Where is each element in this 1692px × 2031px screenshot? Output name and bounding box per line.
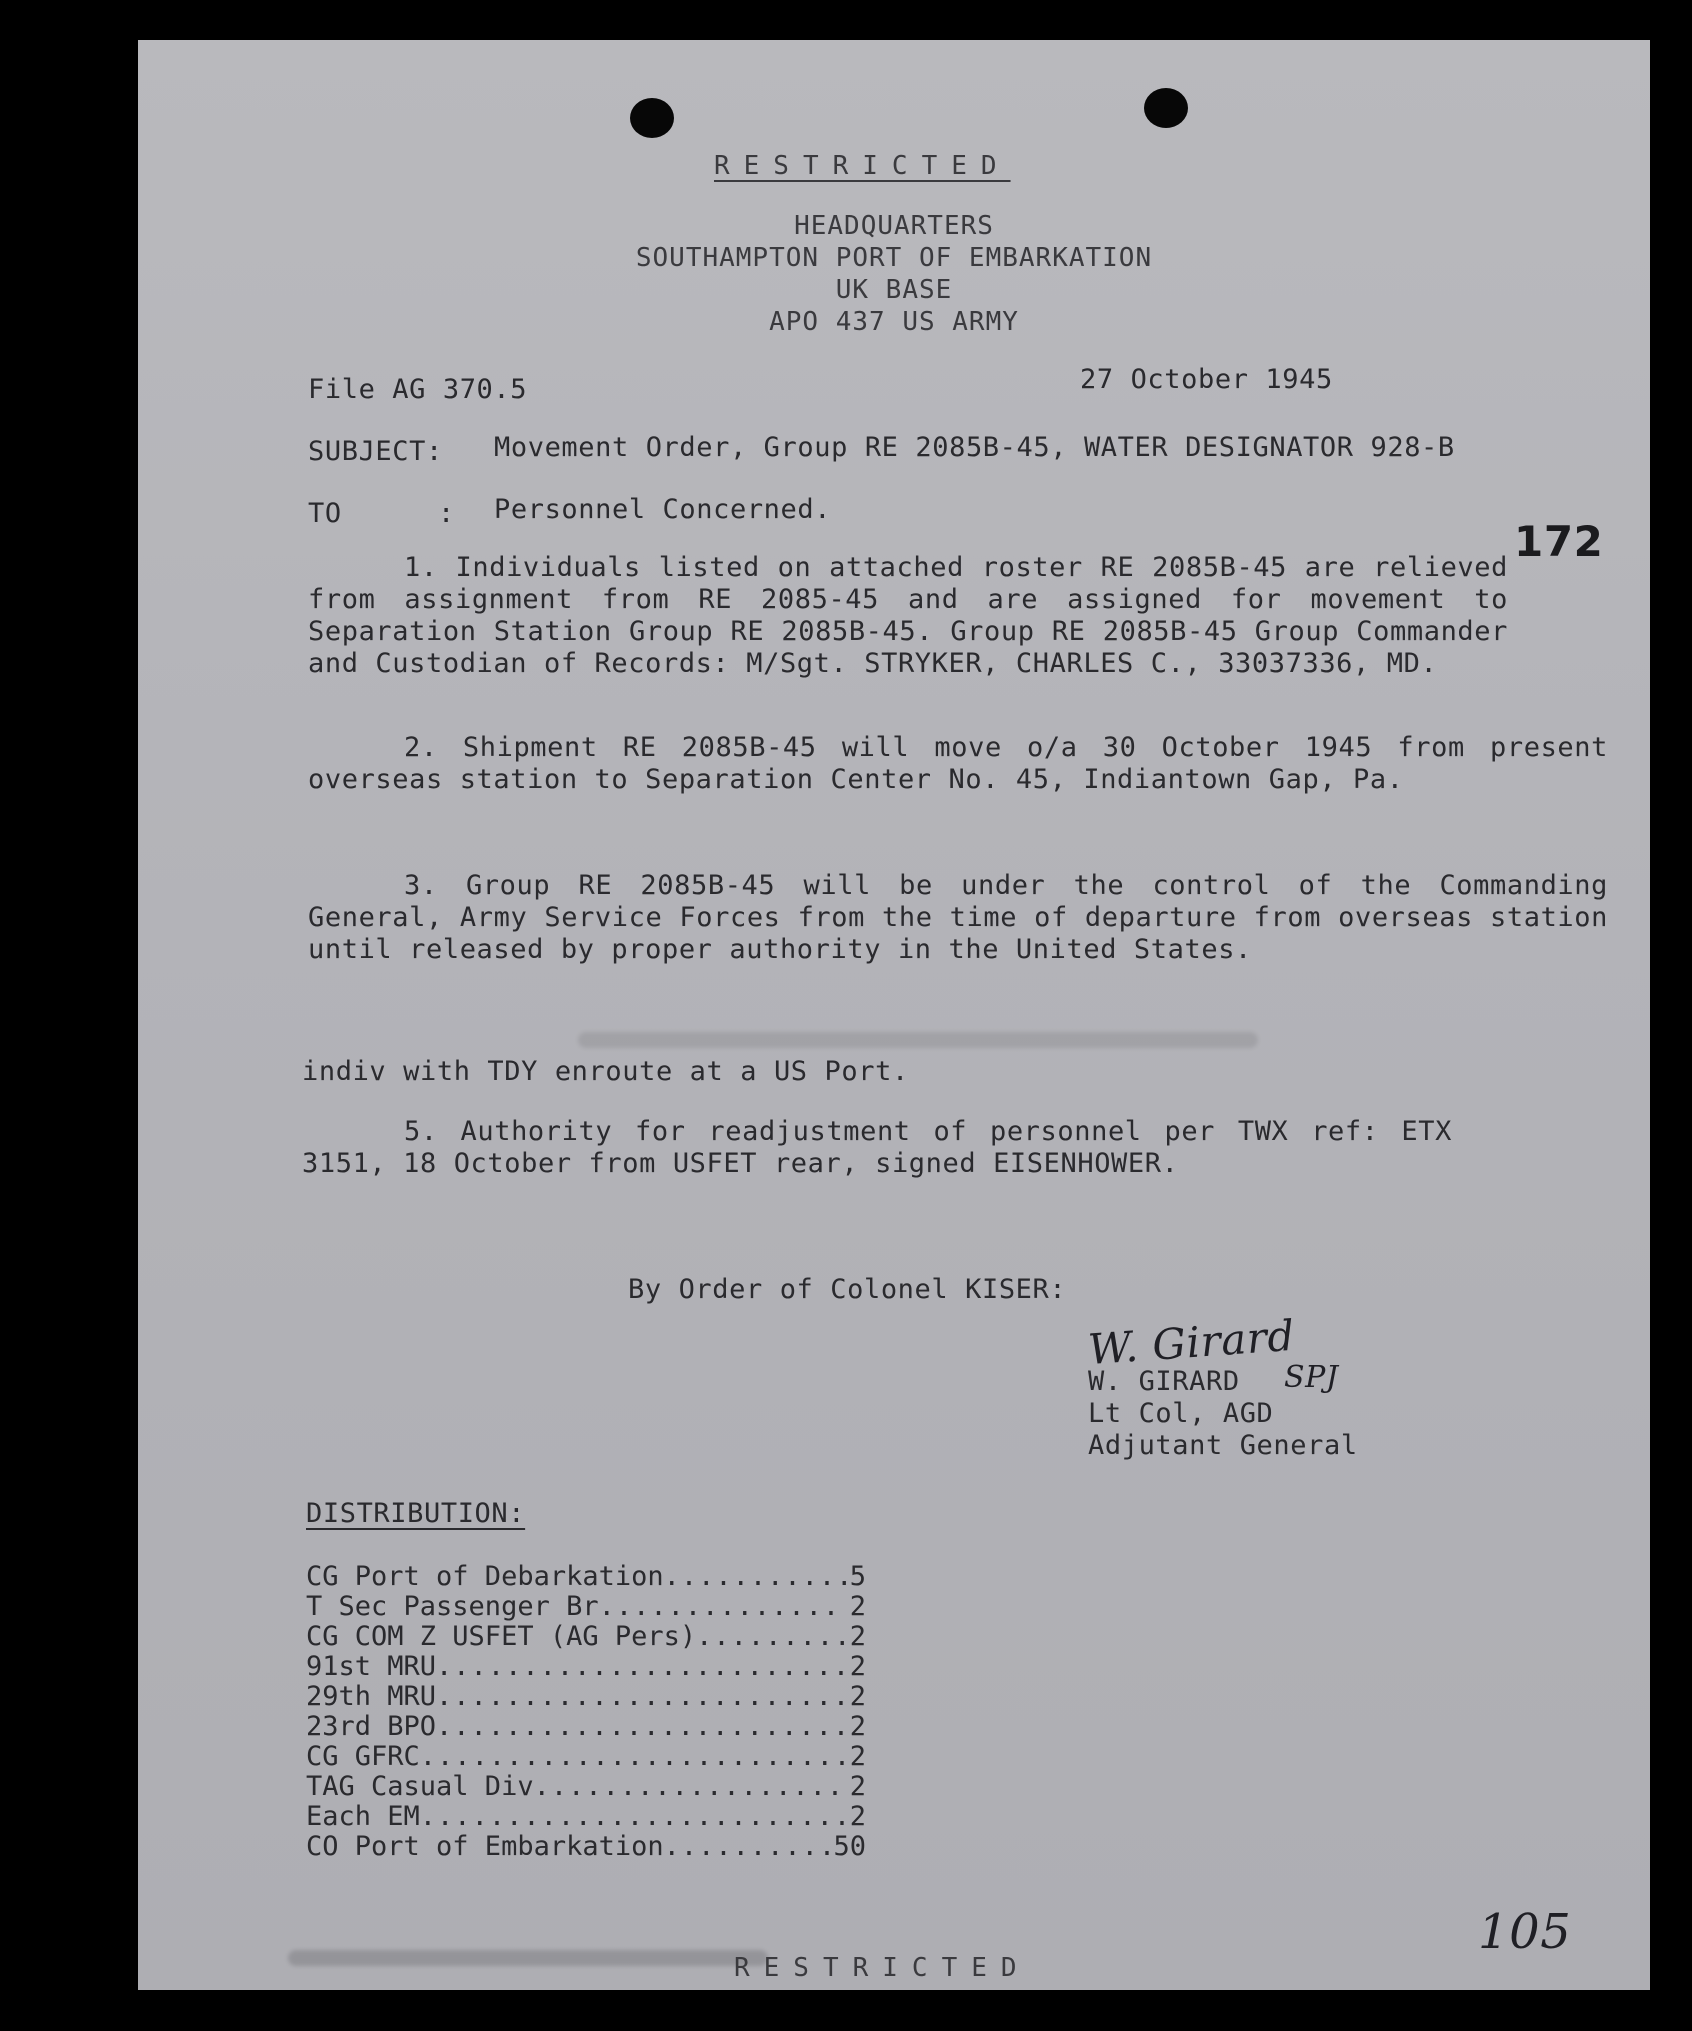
distribution-copies: 2 [849,1771,866,1802]
distribution-leader-dots [420,1802,846,1832]
to-label: TO [308,498,342,529]
distribution-row [306,1712,866,1742]
paragraph-5: 5. Authority for readjustment of personnel per TWX ref: ETX 3151, 18 October from USFET rear, signed EISENHOWER. [302,1116,1452,1179]
distribution-leader-dots [599,1592,846,1622]
order-line: By Order of Colonel KISER: [628,1274,1067,1305]
distribution-row [306,1832,866,1862]
punch-hole-left [630,98,674,138]
header-line-1: HEADQUARTERS [794,211,994,241]
distribution-row [306,1682,866,1712]
distribution-row [306,1652,866,1682]
distribution-copies: 2 [849,1801,866,1832]
distribution-copies: 50 [833,1831,866,1862]
distribution-row [306,1742,866,1772]
classification-top: RESTRICTED [714,151,1011,181]
distribution-recipient: CO Port of Embarkation [306,1831,664,1862]
distribution-recipient: 23rd BPO [306,1711,437,1742]
distribution-leader-dots [436,1682,846,1712]
distribution-recipient: TAG Casual Div [306,1771,534,1802]
distribution-copies: 2 [849,1591,866,1622]
distribution-copies: 2 [849,1741,866,1772]
subject-label: SUBJECT: [308,436,443,467]
redaction-smudge-2 [288,1950,768,1966]
distribution-leader-dots [664,1562,846,1592]
distribution-leader-dots [664,1832,830,1862]
distribution-recipient: CG COM Z USFET (AG Pers) [306,1621,697,1652]
file-reference: File AG 370.5 [308,374,528,405]
signature-rank: Lt Col, AGD [1088,1398,1274,1429]
distribution-copies: 2 [849,1621,866,1652]
handwritten-signature: W. Girard [1086,1310,1297,1375]
distribution-leader-dots [534,1772,846,1802]
distribution-recipient: CG GFRC [306,1741,420,1772]
signature-initials: SPJ [1284,1360,1339,1395]
distribution-copies: 5 [849,1561,866,1592]
header-line-4: APO 437 US ARMY [769,307,1019,337]
signature-title: Adjutant General [1088,1430,1358,1461]
distribution-recipient: 91st MRU [306,1651,437,1682]
paragraph-2: 2. Shipment RE 2085B-45 will move o/a 30 October 1945 from present overseas station to Separation Center No. 45, Indiantown Gap, Pa. [308,732,1608,795]
to-text: Personnel Concerned. [494,494,832,525]
distribution-row [306,1772,866,1802]
paragraph-4: indiv with TDY enroute at a US Port. [302,1056,909,1087]
header-line-3: UK BASE [835,275,953,305]
redaction-smudge-1 [578,1032,1258,1048]
distribution-copies: 2 [849,1651,866,1682]
distribution-row [306,1562,866,1592]
distribution-row [306,1592,866,1622]
classification-bottom: RESTRICTED [734,1953,1031,1983]
paragraph-1: 1. Individuals listed on attached roster RE 2085B-45 are relieved from assignment from RE 2085-45 and are assigned for movement to Separation Station Group RE 2085B-45. Group RE 2085B-45 Group Commander and Custodian of Records: M/Sgt. STRYKER, CHARLES C., 33037336, MD. [308,552,1508,679]
punch-hole-right [1144,88,1188,128]
distribution-recipient: 29th MRU [306,1681,437,1712]
distribution-leader-dots [696,1622,846,1652]
distribution-heading: DISTRIBUTION: [306,1498,526,1529]
distribution-recipient: Each EM [306,1801,420,1832]
distribution-leader-dots [436,1652,846,1682]
handwritten-page-number: 172 [1514,517,1604,566]
distribution-row [306,1622,866,1652]
signature-name: W. GIRARD [1088,1366,1240,1397]
to-colon: : [438,498,455,529]
distribution-leader-dots [420,1742,846,1772]
distribution-leader-dots [436,1712,846,1742]
handwritten-folio-number: 105 [1478,1904,1572,1960]
distribution-recipient: CG Port of Debarkation [306,1561,664,1592]
header-line-2: SOUTHAMPTON PORT OF EMBARKATION [635,243,1153,273]
document-page [138,40,1650,1990]
paragraph-3: 3. Group RE 2085B-45 will be under the control of the Commanding General, Army Service Forces from the time of departure from overseas station until released by proper authority in the United States. [308,870,1608,965]
subject-text: Movement Order, Group RE 2085B-45, WATER DESIGNATOR 928-B [494,432,1455,463]
distribution-recipient: T Sec Passenger Br [306,1591,599,1622]
distribution-copies: 2 [849,1681,866,1712]
distribution-row [306,1802,866,1832]
document-date: 27 October 1945 [1080,364,1333,395]
distribution-copies: 2 [849,1711,866,1742]
